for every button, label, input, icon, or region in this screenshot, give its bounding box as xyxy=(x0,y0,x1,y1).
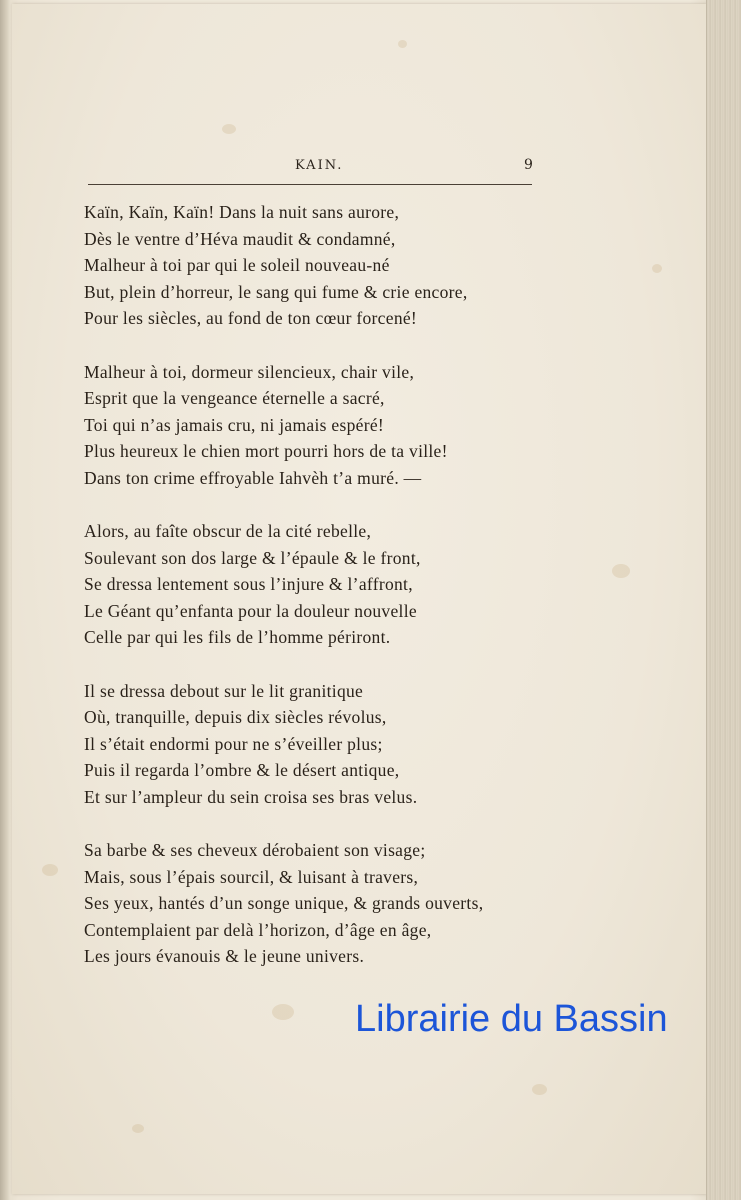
seller-watermark: Librairie du Bassin xyxy=(355,998,668,1040)
poem-line: Esprit que la vengeance éternelle a sacré, xyxy=(84,388,385,408)
poem-line: Malheur à toi, dormeur silencieux, chair vile, xyxy=(84,361,415,382)
poem-line: Il s’était endormi pour ne s’éveiller plus; xyxy=(84,733,383,754)
poem-line: Alors, au faîte obscur de la cité rebelle, xyxy=(84,521,372,541)
foxing-spot xyxy=(612,564,630,578)
poem-line: Mais, sous l’épais sourcil, & luisant à travers, xyxy=(84,866,419,887)
foxing-spot xyxy=(398,40,407,48)
page-number: 9 xyxy=(524,157,533,173)
running-title: KAIN. xyxy=(295,158,344,173)
poem-line: Malheur à toi par qui le soleil nouveau-né xyxy=(84,255,390,275)
foxing-spot xyxy=(272,1004,294,1020)
poem-line: Dès le ventre d’Héva maudit & condamné, xyxy=(84,228,396,249)
poem-line: Plus heureux le chien mort pourri hors de ta ville! xyxy=(84,441,448,461)
poem-line: Dans ton crime effroyable Iahvèh t’a muré. — xyxy=(84,467,422,488)
stanza-4 xyxy=(84,678,554,811)
stanza-1 xyxy=(84,199,554,332)
poem-line: Puis il regarda l’ombre & le désert antique, xyxy=(84,760,400,780)
poem-line: Les jours évanouis & le jeune univers. xyxy=(84,946,365,966)
stanza-3 xyxy=(84,518,554,651)
foxing-spot xyxy=(42,864,58,876)
stanza-5 xyxy=(84,837,554,970)
poem-line: Ses yeux, hantés d’un songe unique, & grands ouverts, xyxy=(84,893,484,913)
poem-line: Où, tranquille, depuis dix siècles révolus, xyxy=(84,707,387,727)
foxing-spot xyxy=(132,1124,144,1133)
foxing-spot xyxy=(222,124,236,134)
running-header xyxy=(12,150,706,190)
poem-line: Celle par qui les fils de l’homme périront. xyxy=(84,627,391,647)
poem-text xyxy=(84,199,554,997)
binding-edge xyxy=(0,0,10,1200)
poem-line: Il se dressa debout sur le lit granitique xyxy=(84,680,364,701)
header-rule xyxy=(88,184,532,185)
poem-line: Le Géant qu’enfanta pour la douleur nouvelle xyxy=(84,600,417,621)
poem-line: Se dressa lentement sous l’injure & l’affront, xyxy=(84,574,413,594)
poem-line: Soulevant son dos large & l’épaule & le front, xyxy=(84,547,421,568)
poem-line: Pour les siècles, au fond de ton cœur forcené! xyxy=(84,308,418,328)
poem-line: Toi qui n’as jamais cru, ni jamais espéré! xyxy=(84,414,385,435)
poem-line: Kaïn, Kaïn, Kaïn! Dans la nuit sans aurore, xyxy=(84,202,400,222)
foxing-spot xyxy=(532,1084,547,1095)
foxing-spot xyxy=(652,264,662,273)
poem-line: Sa barbe & ses cheveux dérobaient son visage; xyxy=(84,840,426,860)
page-stack-edge xyxy=(706,0,741,1200)
poem-line: Et sur l’ampleur du sein croisa ses bras velus. xyxy=(84,786,418,807)
poem-line: Contemplaient par delà l’horizon, d’âge en âge, xyxy=(84,919,432,940)
stanza-2 xyxy=(84,359,554,492)
poem-line: But, plein d’horreur, le sang qui fume & crie encore, xyxy=(84,281,468,302)
